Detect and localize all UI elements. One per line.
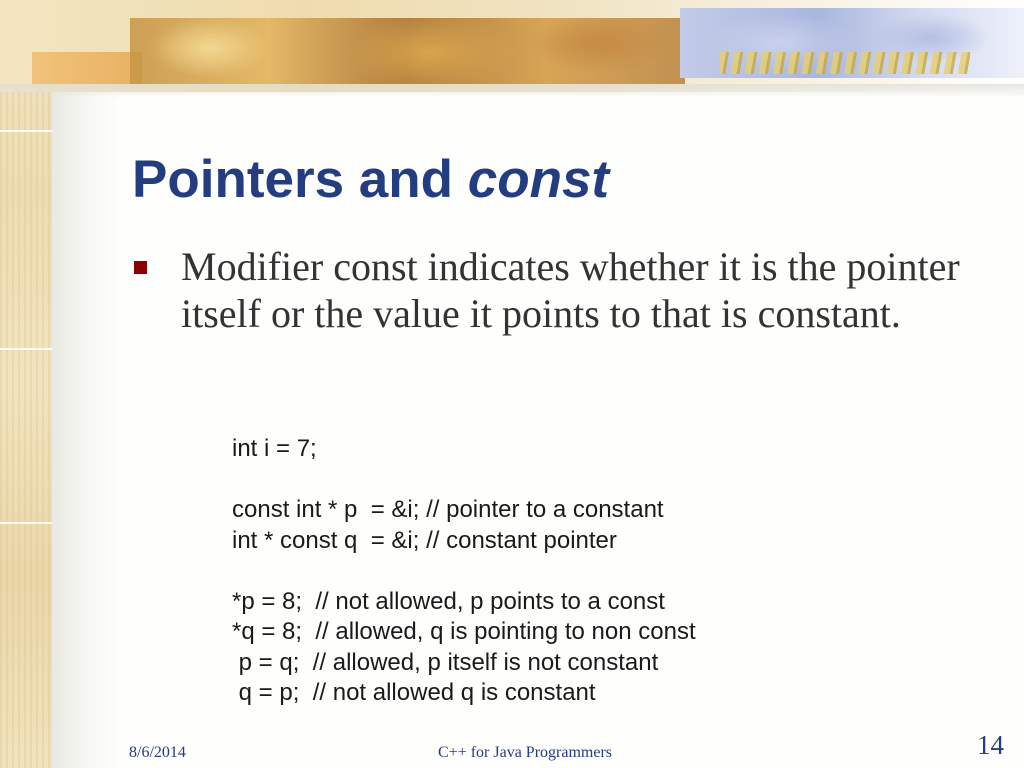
code-line xyxy=(232,556,696,587)
footer-date: 8/6/2014 xyxy=(129,744,186,761)
decorative-banner xyxy=(0,0,1024,92)
left-strip-shadow xyxy=(52,90,122,768)
page-number: 14 xyxy=(977,730,1004,760)
title-text: Pointers and xyxy=(132,150,468,209)
slide-title xyxy=(132,148,609,212)
code-block xyxy=(232,434,696,709)
banner-autumn-leaves-image xyxy=(130,18,685,84)
code-line: int i = 7; xyxy=(232,435,317,462)
strip-seam xyxy=(0,348,52,350)
code-line: const int * p = &i; // pointer to a constant xyxy=(232,496,664,523)
code-line: p = q; // allowed, p itself is not constant xyxy=(232,648,659,676)
bullet-text: Modifier const indicates whether it is the pointer itself or the value it points to that is constant. xyxy=(181,244,960,336)
code-line: int * const q = &i; // constant pointer xyxy=(232,526,617,554)
title-keyword: const xyxy=(467,150,610,209)
strip-seam xyxy=(0,130,52,132)
banner-orange-block xyxy=(32,52,142,84)
banner-shadow xyxy=(0,84,1024,98)
code-line: q = p; // not allowed q is constant xyxy=(232,679,596,706)
code-line xyxy=(232,465,696,496)
code-line: *q = 8; // allowed, q is pointing to non const xyxy=(232,618,696,645)
footer-title: C++ for Java Programmers xyxy=(438,744,613,761)
code-line: *p = 8; // not allowed, p points to a const xyxy=(232,587,665,615)
left-parchment-strip xyxy=(0,0,52,768)
bullet-square-icon xyxy=(134,261,147,274)
banner-wheat-image xyxy=(720,52,970,74)
strip-seam xyxy=(0,522,52,524)
